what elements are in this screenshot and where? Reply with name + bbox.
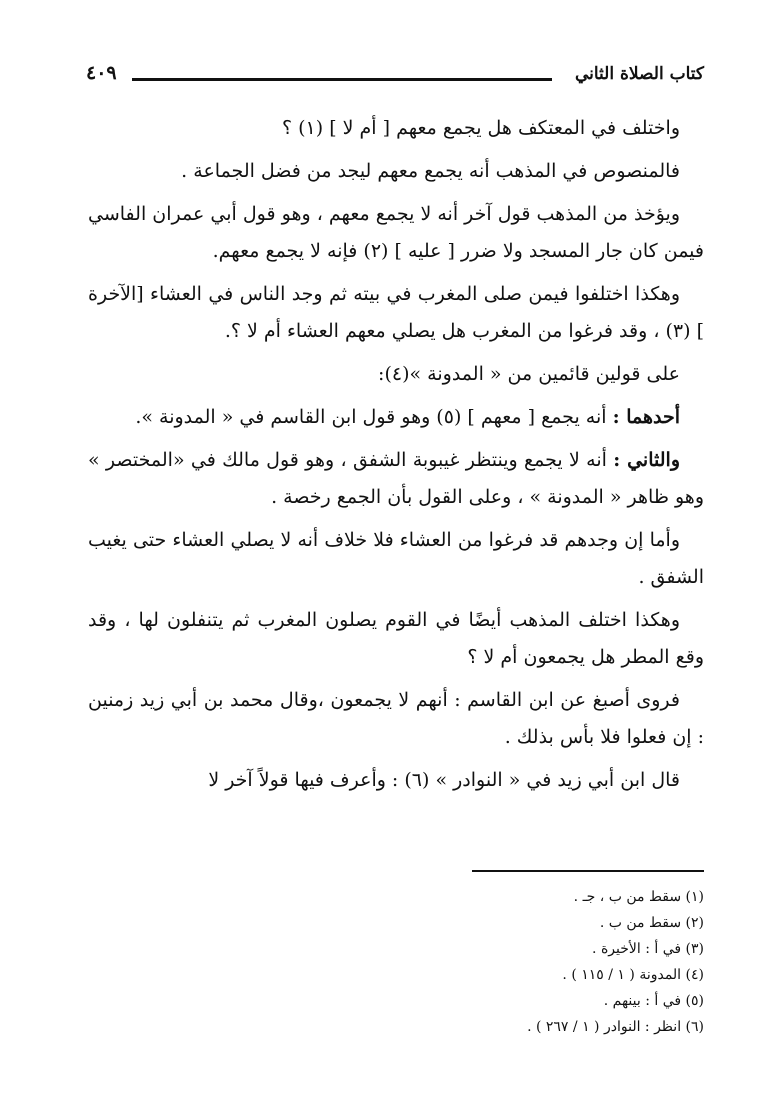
paragraph xyxy=(88,276,704,350)
footnote: (٦) انظر : النوادر ( ١ / ٢٦٧ ) . xyxy=(527,1019,704,1035)
running-title: كتاب الصلاة الثاني xyxy=(574,64,704,84)
paragraph xyxy=(88,682,704,756)
paragraph xyxy=(88,356,704,393)
paragraph xyxy=(88,762,704,799)
page-header xyxy=(86,64,704,98)
paragraph xyxy=(88,522,704,596)
paragraph-text: على قولين قائمين من « المدونة »(٤): xyxy=(378,363,680,385)
paragraph-text: وأما إن وجدهم قد فرغوا من العشاء فلا خلاف أنه لا يصلي العشاء حتى يغيب الشفق . xyxy=(88,529,704,588)
paragraph-text: ويؤخذ من المذهب قول آخر أنه لا يجمع معهم ، وهو قول أبي عمران الفاسي فيمن كان جار المسجد ولا ضرر [ عليه ] (٢) فإنه لا يجمع معهم. xyxy=(88,203,704,262)
paragraph xyxy=(88,442,704,516)
main-text xyxy=(88,110,704,805)
footnotes xyxy=(200,884,704,1040)
paragraph-text: واختلف في المعتكف هل يجمع معهم [ أم لا ] (١) ؟ xyxy=(281,117,680,139)
paragraph-text: أنه لا يجمع وينتظر غيبوبة الشفق ، وهو قول مالك في «المختصر » وهو ظاهر « المدونة » ، وعلى القول بأن الجمع رخصة . xyxy=(88,449,704,508)
footnote: (٥) في أ : بينهم . xyxy=(603,993,704,1009)
paragraph xyxy=(88,399,704,436)
paragraph-text: فروى أصبغ عن ابن القاسم : أنهم لا يجمعون ،وقال محمد بن أبي زيد زمنين : إن فعلوا فلا بأس بذلك . xyxy=(88,689,704,748)
footnote: (١) سقط من ب ، جـ . xyxy=(573,889,704,905)
footnote: (٣) في أ : الأخيرة . xyxy=(592,941,704,957)
footnote-rule xyxy=(472,870,704,872)
paragraph-lead: والثاني : xyxy=(613,449,680,471)
footnote: (٤) المدونة ( ١ / ١١٥ ) . xyxy=(562,967,704,983)
page-number: ٤٠٩ xyxy=(86,62,117,84)
footnote: (٢) سقط من ب . xyxy=(599,915,704,931)
header-rule xyxy=(132,78,552,81)
paragraph xyxy=(88,153,704,190)
paragraph xyxy=(88,110,704,147)
paragraph xyxy=(88,196,704,270)
paragraph-text: فالمنصوص في المذهب أنه يجمع معهم ليجد من فضل الجماعة . xyxy=(181,160,680,182)
paragraph xyxy=(88,602,704,676)
paragraph-text: قال ابن أبي زيد في « النوادر » (٦) : وأعرف فيها قولاً آخر لا xyxy=(208,769,680,791)
paragraph-text: أنه يجمع [ معهم ] (٥) وهو قول ابن القاسم في « المدونة ». xyxy=(135,406,607,428)
paragraph-text: وهكذا اختلفوا فيمن صلى المغرب في بيته ثم وجد الناس في العشاء [الآخرة ] (٣) ، وقد فرغوا من المغرب هل يصلي معهم العشاء أم لا ؟. xyxy=(88,283,704,342)
paragraph-lead: أحدهما : xyxy=(612,406,680,428)
paragraph-text: وهكذا اختلف المذهب أيضًا في القوم يصلون المغرب ثم يتنفلون لها ، وقد وقع المطر هل يجمعون أم لا ؟ xyxy=(88,609,704,668)
